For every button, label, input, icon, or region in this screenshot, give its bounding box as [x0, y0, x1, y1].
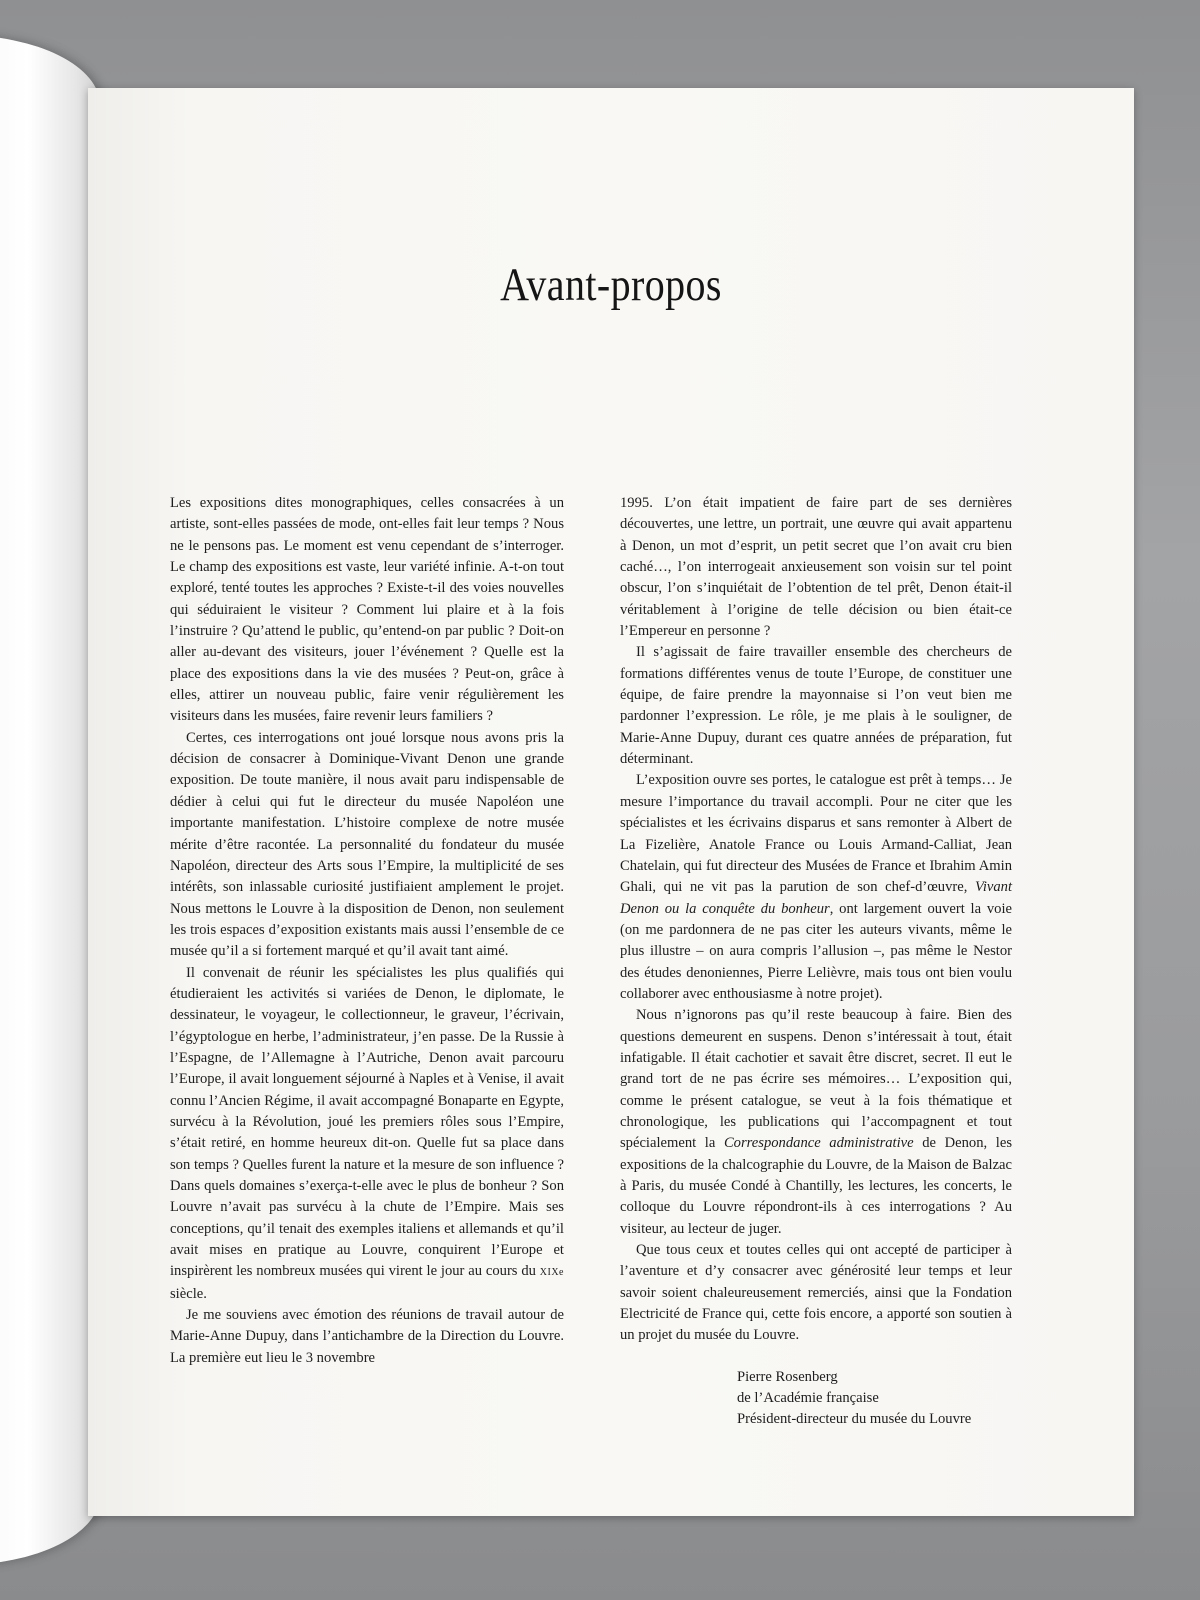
paragraph-text: Nous n’ignorons pas qu’il reste beaucoup à faire. Bien des questions demeurent en suspens. Denon s’intéressait à tout, était infatigable. Il était cachotier et savait être discret, secret. Il eut le grand tort de ne pas écrire ses mémoires… L’exposition qui, comme le présent catalogue, se veut à la fois thématique et chronologique, les publications qui l’accompagnent et tout spécialement la: [620, 1007, 1012, 1152]
right-column: [620, 493, 1012, 1431]
paragraph-text: , ont largement ouvert la voie (on me pardonnera de ne pas citer les auteurs vivants, même le plus illustre – on aura compris l’allusion –, pas même le Nestor des études denoniennes, Pierre Lelièvre, mais tous ont bien voulu collaborer avec enthousiasme à notre projet).: [620, 900, 1012, 1002]
paragraph-text: Il convenait de réunir les spécialistes les plus qualifiés qui étudieraient les activités si variées de Denon, le diplomate, le dessinateur, le voyageur, le collectionneur, le graveur, l’écrivain, l’égyptologue en herbe, l’administrateur, j’en passe. De la Russie à l’Espagne, de l’Allemagne à l’Autriche, Denon avait parcouru l’Europe, il avait longuement séjourné à Naples et à Venise, il avait connu l’Ancien Régime, il avait accompagné Bonaparte en Egypte, survécu à la Révolution, joué les premiers rôles sous l’Empire, s’était retiré, en homme heureux dit-on. Quelle fut sa place dans son temps ? Quelles furent la nature et la mesure de son influence ? Dans quels domaines s’exerça-t-elle avec le plus de bonheur ? Son Louvre n’avait pas survécu à la chute de l’Empire. Mais ses conceptions, qu’il tenait des exemples italiens et allemands et qu’il avait mises en pratique au Louvre, conquirent l’Europe et inspirèrent les nombreux musées qui virent le jour au cours du: [170, 964, 564, 1280]
paragraph-text: L’exposition ouvre ses portes, le catalogue est prêt à temps… Je mesure l’importance du travail accompli. Pour ne citer que les spécialistes et les écrivains disparus et sans remonter à Albert de La Fizelière, Anatole France ou Louis Armand-Calliat, Jean Chatelain, qui fut directeur des Musées de France et Ibrahim Amin Ghali, qui ne vit pas la parution de son chef-d’œuvre,: [620, 772, 1012, 896]
paragraph: Il s’agissait de faire travailler ensemble des chercheurs de formations différentes venus de toute l’Europe, de constituer une équipe, de faire prendre la mayonnaise si l’on veut bien me pardonner l’expression. Le rôle, je me plais à le souligner, de Marie-Anne Dupuy, durant ces quatre années de préparation, fut déterminant.: [620, 644, 1012, 768]
century-suffix: siècle.: [170, 1285, 207, 1302]
left-column: [170, 493, 564, 1369]
publication-title: Correspondance administrative: [723, 1135, 914, 1152]
book-title: Vivant Denon ou la conquête du bonheur: [620, 879, 1012, 917]
signature-affiliation: de l’Académie française: [737, 1390, 879, 1407]
paragraph: 1995. L’on était impatient de faire part de ses dernières découvertes, une lettre, un portrait, une œuvre qui avait appartenu à Denon, un mot d’esprit, un petit secret que l’on avait cru bien caché…, l’on interrogeait anxieusement son voisin sur tel point obscur, l’on s’inquiétait de l’obtention de tel prêt, Denon était-il véritablement à l’origine de telle décision ou bien était-ce l’Empereur en personne ?: [620, 495, 1012, 640]
paragraph: Que tous ceux et toutes celles qui ont accepté de participer à l’aventure et d’y consacrer avec générosité leur temps et leur savoir soient chaleureusement remerciés, ainsi que la Fondation Electricité de France qui, cette fois encore, a apporté son soutien à un projet du musée du Louvre.: [620, 1242, 1012, 1344]
book-page: [88, 88, 1134, 1516]
paragraph: Certes, ces interrogations ont joué lorsque nous avons pris la décision de consacrer à Dominique-Vivant Denon une grande exposition. De toute manière, il nous avait paru indispensable de dédier à celui qui fut le directeur du musée Napoléon une importante manifestation. L’histoire complexe de notre musée mérite d’être racontée. La personnalité du fondateur du musée Napoléon, directeur des Arts sous l’Empire, la multiplicité de ses intérêts, son inlassable curiosité justifiaient amplement le projet. Nous mettons le Louvre à la disposition de Denon, non seulement les trois espaces d’exposition existants mais aussi l’ensemble de ce musée qu’il a si fortement marqué et qu’il avait tant aimé.: [170, 729, 564, 960]
paragraph: [620, 1005, 1012, 1240]
left-page-edge: [0, 35, 100, 1565]
signature-name: Pierre Rosenberg: [737, 1368, 838, 1385]
paragraph-text: de Denon, les expositions de la chalcographie du Louvre, de la Maison de Balzac à Paris, du musée Condé à Chantilly, les lectures, les concerts, le colloque du Louvre répondront-ils à ces interrogations ? Au visiteur, au lecteur de juger.: [620, 1135, 1013, 1237]
paragraph: [620, 770, 1012, 1005]
century-label: XIXe: [539, 1267, 564, 1279]
paragraph: Je me souviens avec émotion des réunions de travail autour de Marie-Anne Dupuy, dans l’antichambre de la Direction du Louvre. La première eut lieu le 3 novembre: [170, 1307, 564, 1366]
signature-role: Président-directeur du musée du Louvre: [737, 1411, 972, 1428]
signature-block: [737, 1367, 1012, 1431]
page-title: Avant-propos: [500, 259, 722, 311]
paragraph: Les expositions dites monographiques, celles consacrées à un artiste, sont-elles passées de mode, ont-elles fait leur temps ? Nous ne le pensons pas. Le moment est venu cependant de s’interroger. Le champ des expositions est vaste, leur variété infinie. A-t-on tout exploré, tenté toutes les approches ? Existe-t-il des voies nouvelles qui séduiraient le visiteur ? Comment lui plaire et à la fois l’instruire ? Qu’attend le public, qu’entend-on par public ? Doit-on aller au-devant des visiteurs, jouer l’événement ? Quelle est la place des expositions dans la vie des musées ? Peut-on, grâce à elles, attirer un nouveau public, faire venir régulièrement les visiteurs dans les musées, faire revenir leurs familiers ?: [170, 495, 564, 725]
paragraph: [170, 963, 564, 1306]
